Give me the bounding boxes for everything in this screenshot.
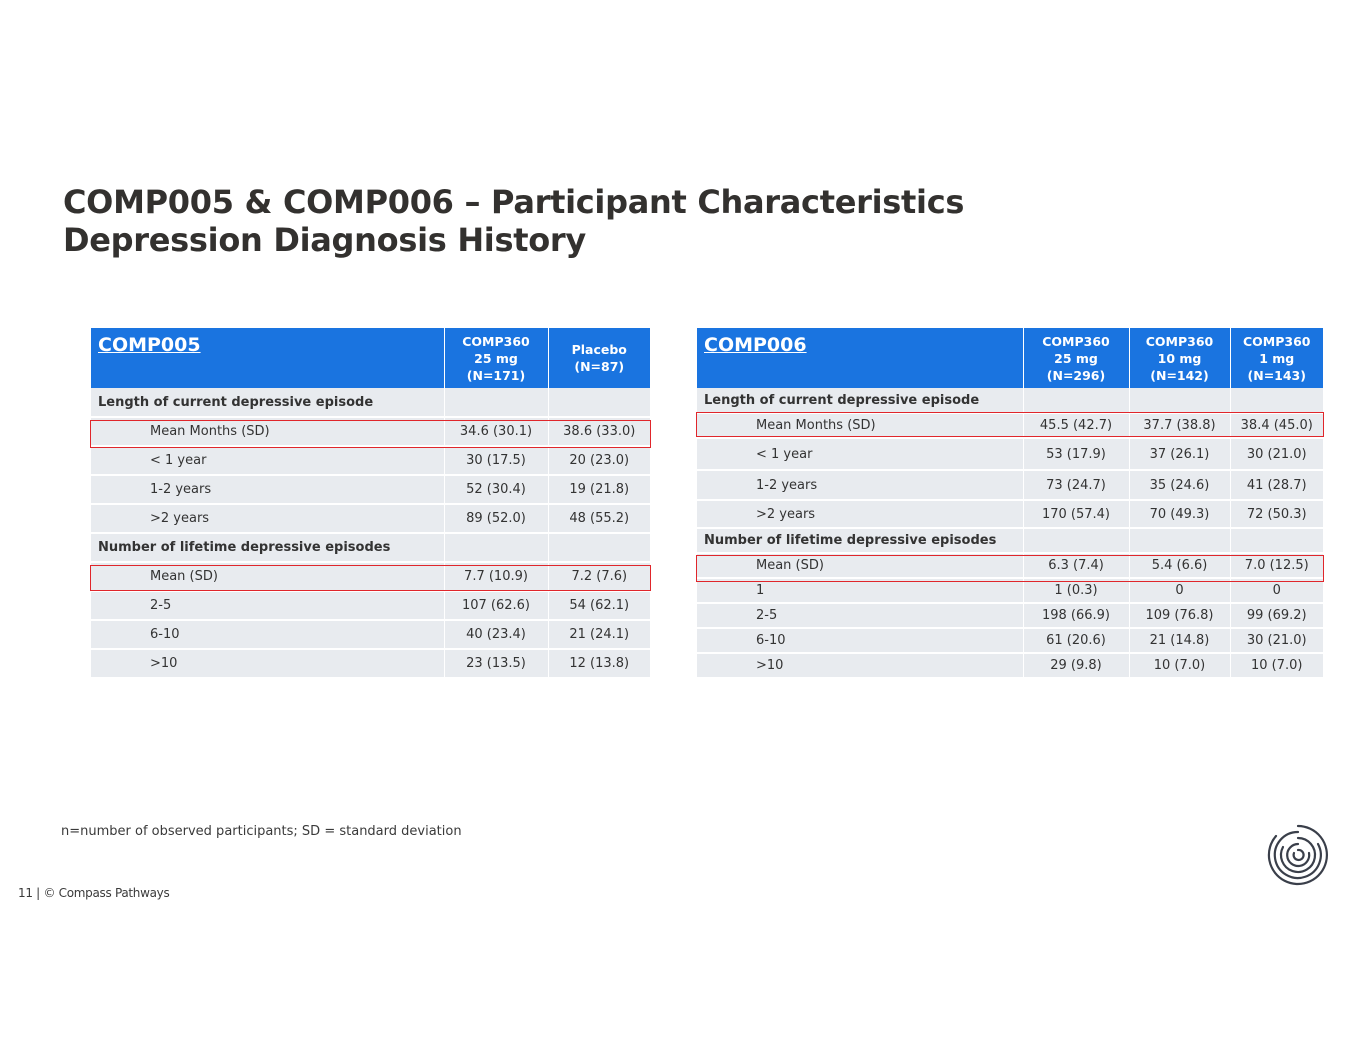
empty-cell [1230,528,1323,553]
row-label: 1-2 years [91,475,444,504]
comp006-table [697,328,1323,679]
empty-cell [444,533,548,562]
row-label: 2-5 [697,603,1023,628]
value-cell: 53 (17.9) [1023,438,1129,470]
row-label: Mean Months (SD) [697,413,1023,438]
comp005-table [91,328,650,679]
value-cell: 109 (76.8) [1129,603,1230,628]
table-row [697,438,1323,470]
row-label: 1-2 years [697,470,1023,500]
value-cell: 21 (14.8) [1129,628,1230,653]
value-cell: 37 (26.1) [1129,438,1230,470]
table-row [91,475,650,504]
value-cell: 21 (24.1) [548,620,650,649]
value-cell: 0 [1129,578,1230,603]
value-cell: 30 (17.5) [444,446,548,475]
table-row [91,446,650,475]
section-row [697,388,1323,413]
empty-cell [548,533,650,562]
empty-cell [1023,388,1129,413]
value-cell: 45.5 (42.7) [1023,413,1129,438]
page-title-line2: Depression Diagnosis History [63,221,586,259]
table-row [697,603,1323,628]
page-title-line1: COMP005 & COMP006 – Participant Characteristics [63,183,965,221]
value-cell: 72 (50.3) [1230,500,1323,528]
value-cell: 170 (57.4) [1023,500,1129,528]
row-label: >10 [697,653,1023,678]
section-row [697,528,1323,553]
value-cell: 48 (55.2) [548,504,650,533]
value-cell: 12 (13.8) [548,649,650,678]
empty-cell [548,388,650,417]
highlight-box-comp005-mean-months [90,420,651,448]
row-label: >2 years [91,504,444,533]
section-heading: Length of current depressive episode [697,388,1023,413]
value-cell: 34.6 (30.1) [444,417,548,446]
value-cell: 73 (24.7) [1023,470,1129,500]
row-label: 1 [697,578,1023,603]
section-row [91,388,650,417]
value-cell: 7.2 (7.6) [548,562,650,591]
row-label: 6-10 [91,620,444,649]
section-heading: Number of lifetime depressive episodes [91,533,444,562]
highlight-box-comp006-mean-sd [696,555,1324,582]
page-number-copyright: 11 | © Compass Pathways [18,886,170,900]
row-label: < 1 year [697,438,1023,470]
value-cell: 10 (7.0) [1230,653,1323,678]
value-cell: 52 (30.4) [444,475,548,504]
value-cell: 38.6 (33.0) [548,417,650,446]
row-label: 6-10 [697,628,1023,653]
table-row [697,628,1323,653]
section-heading: Number of lifetime depressive episodes [697,528,1023,553]
table-row [697,653,1323,678]
value-cell: 1 (0.3) [1023,578,1129,603]
value-cell: 37.7 (38.8) [1129,413,1230,438]
empty-cell [444,388,548,417]
value-cell: 30 (21.0) [1230,438,1323,470]
value-cell: 0 [1230,578,1323,603]
value-cell: 89 (52.0) [444,504,548,533]
value-cell: 107 (62.6) [444,591,548,620]
value-cell: 23 (13.5) [444,649,548,678]
comp005-study-header: COMP005 [91,328,444,388]
comp006-col-header: COMP360 1 mg (N=143) [1230,328,1323,388]
row-label: >10 [91,649,444,678]
empty-cell [1230,388,1323,413]
page-title [63,183,1163,259]
table-row [91,504,650,533]
row-label: >2 years [697,500,1023,528]
comp005-col-header: Placebo (N=87) [548,328,650,388]
comp005-col-header: COMP360 25 mg (N=171) [444,328,548,388]
value-cell: 7.0 (12.5) [1230,553,1323,578]
value-cell: 20 (23.0) [548,446,650,475]
empty-cell [1129,388,1230,413]
value-cell: 38.4 (45.0) [1230,413,1323,438]
value-cell: 7.7 (10.9) [444,562,548,591]
value-cell: 10 (7.0) [1129,653,1230,678]
value-cell: 5.4 (6.6) [1129,553,1230,578]
value-cell: 40 (23.4) [444,620,548,649]
comp006-col-header: COMP360 25 mg (N=296) [1023,328,1129,388]
table-row [91,620,650,649]
highlight-box-comp006-mean-months [696,412,1324,437]
row-label: 2-5 [91,591,444,620]
table-row [697,500,1323,528]
row-label: Mean Months (SD) [91,417,444,446]
value-cell: 99 (69.2) [1230,603,1323,628]
value-cell: 41 (28.7) [1230,470,1323,500]
table-row [91,649,650,678]
value-cell: 6.3 (7.4) [1023,553,1129,578]
value-cell: 54 (62.1) [548,591,650,620]
row-label: Mean (SD) [91,562,444,591]
highlight-box-comp005-mean-sd [90,565,651,591]
table-row [697,470,1323,500]
empty-cell [1129,528,1230,553]
value-cell: 29 (9.8) [1023,653,1129,678]
row-label: < 1 year [91,446,444,475]
comp006-study-header: COMP006 [697,328,1023,388]
value-cell: 30 (21.0) [1230,628,1323,653]
compass-pathways-logo-icon [1266,823,1330,887]
value-cell: 70 (49.3) [1129,500,1230,528]
footnote: n=number of observed participants; SD = standard deviation [61,824,462,839]
value-cell: 198 (66.9) [1023,603,1129,628]
section-heading: Length of current depressive episode [91,388,444,417]
value-cell: 61 (20.6) [1023,628,1129,653]
empty-cell [1023,528,1129,553]
value-cell: 35 (24.6) [1129,470,1230,500]
row-label: Mean (SD) [697,553,1023,578]
section-row [91,533,650,562]
comp006-col-header: COMP360 10 mg (N=142) [1129,328,1230,388]
value-cell: 19 (21.8) [548,475,650,504]
table-row [91,591,650,620]
